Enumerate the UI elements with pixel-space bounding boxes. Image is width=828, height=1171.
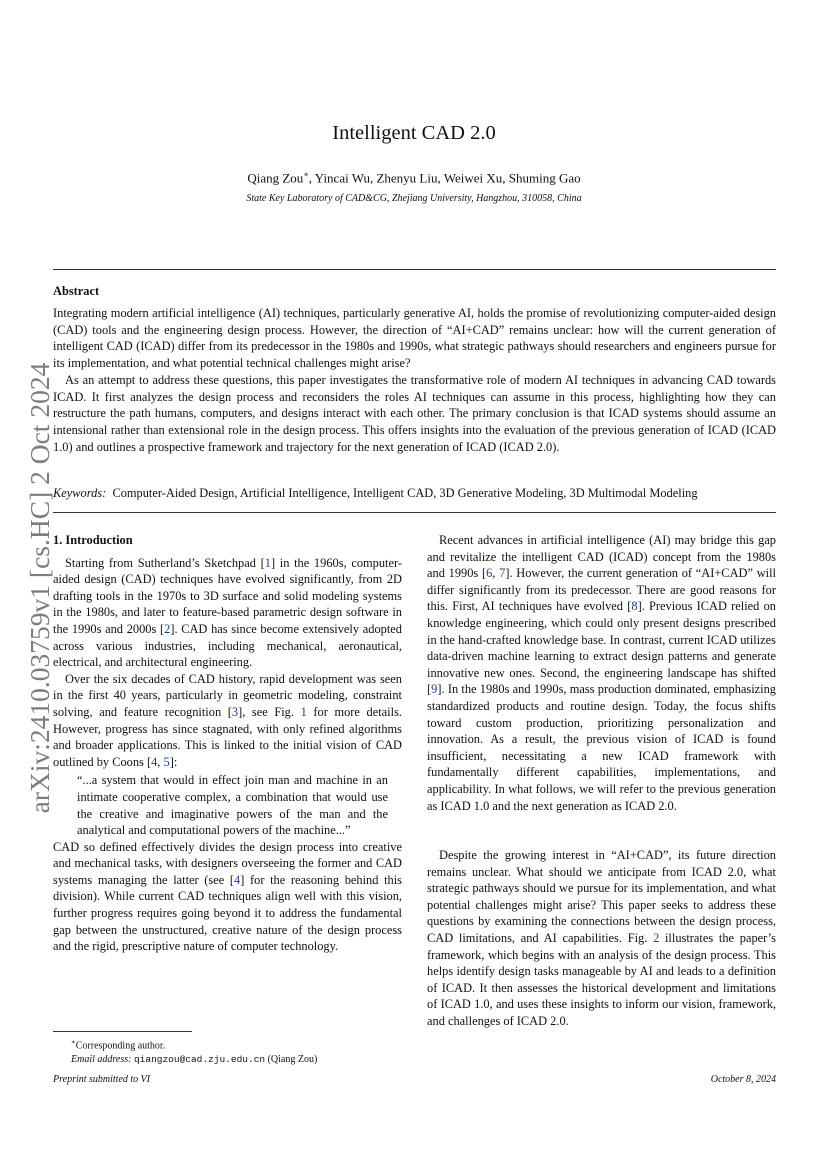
citation-link[interactable]: 9 bbox=[431, 682, 438, 697]
footnote bbox=[53, 1035, 413, 1067]
keywords bbox=[53, 485, 776, 501]
abstract-bottom-divider bbox=[53, 512, 776, 513]
abstract-heading: Abstract bbox=[53, 284, 100, 298]
citation-link[interactable]: 3 bbox=[231, 704, 239, 719]
affiliation: State Key Laboratory of CAD&CG, Zhejiang University, Hangzhou, 310058, China bbox=[246, 193, 582, 204]
email-link[interactable]: qiangzou@cad.zju.edu.cn bbox=[133, 1054, 266, 1066]
right-column bbox=[427, 532, 776, 1030]
co-authors: , Yincai Wu, Zhenyu Liu, Weiwei Xu, Shuming Gao bbox=[308, 170, 581, 186]
citation-link[interactable]: 6 bbox=[486, 566, 493, 581]
arxiv-identifier: arXiv:2410.03759v1 [cs.HC] 2 Oct 2024 bbox=[24, 362, 55, 814]
citation-link[interactable]: 1 bbox=[264, 555, 271, 570]
author-list bbox=[0, 170, 828, 186]
footnote-corresponding: ∗Corresponding author. bbox=[71, 1038, 166, 1052]
figure-link[interactable]: 2 bbox=[653, 931, 660, 946]
citation-link[interactable]: 2 bbox=[164, 621, 171, 636]
top-divider bbox=[53, 269, 776, 270]
section-heading: 1. Introduction bbox=[53, 533, 133, 547]
intro-paragraph-1: Starting from Sutherland’s Sketchpad [1] in the 1960s, computer-aided design (CAD) techniques have evolved significantly, from 2D drafting tools in the 1970s to 3D surface and solid modeling systems in the 1980s, and later to feature-based parametric design software in the 1990s and 2000s [2]. CAD has since become extensively adopted across various industries, including mechanical, aeronautical, electrical, and architectural engineering. bbox=[53, 555, 402, 670]
coons-quote: “...a system that would in effect join man and machine in an intimate cooperative complex, a combination that would use the creative and imaginative powers of the man and the analytical and computational powers of the machine...” bbox=[77, 773, 388, 838]
footnote-email: Email address: qiangzou@cad.zju.edu.cn (Qiang Zou) bbox=[71, 1054, 318, 1066]
citation-link[interactable]: 4 bbox=[151, 754, 158, 769]
left-column bbox=[53, 532, 402, 955]
citation-link[interactable]: 5 bbox=[163, 754, 170, 769]
footer-date: October 8, 2024 bbox=[710, 1074, 776, 1085]
intro-paragraph-5: Despite the growing interest in “AI+CAD”, its future direction remains unclear. What should we anticipate from ICAD 2.0, what strategic pathways should we pursue for its implementation, and what potential challenges might arise? This paper seeks to address these questions by examining the connections between the design process, CAD limitations, and AI capabilities. Fig. 2 illustrates the paper’s framework, which begins with an analysis of the design process. This helps identify design tasks manageable by AI and leads to a definition of ICAD. It then assesses the historical development and limitations of ICAD 1.0, and uses these insights to inform our vision, framework, and challenges of ICAD 2.0. bbox=[427, 848, 776, 1029]
intro-paragraph-2: Over the six decades of CAD history, rapid development was seen in the first 40 years, particularly in geometric modeling, constraint solving, and feature recognition [3], see Fig. 1 for more details. However, progress has since stagnated, with only refined algorithms and broader applications. This is linked to the initial vision of CAD outlined by Coons [4, 5]: bbox=[53, 671, 402, 769]
author-mark: ∗ bbox=[303, 170, 309, 179]
abstract-body bbox=[53, 305, 776, 455]
keywords-label: Keywords: bbox=[53, 486, 107, 500]
abstract-paragraph-1: Integrating modern artificial intelligence (AI) techniques, particularly generative AI, holds the promise of revolutionizing computer-aided design (CAD) tools and the engineering design process. However, the direction of “AI+CAD” remains unclear: how will the current generation of intelligent CAD (ICAD) differ from its predecessor in the 1980s and 1990s, what strategic pathways should researchers and engineers pursue for its implementation, and what potential technical challenges might arise? bbox=[53, 306, 776, 371]
intro-paragraph-3: CAD so defined effectively divides the design process into creative and mechanical tasks, with designers overseeing the former and CAD systems managing the latter (see [4] for the reasoning behind this division). While current CAD techniques align well with this vision, further progress requires going beyond it to address the fundamental gap between the unstructured, creative nature of the design process and the rigid, prescriptive nature of computer technology. bbox=[53, 839, 402, 954]
citation-link[interactable]: 8 bbox=[631, 599, 638, 614]
footer-submission: Preprint submitted to VI bbox=[53, 1074, 151, 1085]
footnote-divider bbox=[53, 1031, 192, 1032]
citation-link[interactable]: 7 bbox=[499, 566, 506, 581]
intro-paragraph-4: Recent advances in artificial intelligence (AI) may bridge this gap and revitalize the intelligent CAD (ICAD) concept from the 1980s and 1990s [6, 7]. However, the current generation of “AI+CAD” will differ significantly from its predecessor. There are good reasons for this. First, AI techniques have evolved [8]. Previous ICAD relied on knowledge engineering, which could only present designs prescribed in the hand-crafted knowledge base. In contrast, current ICAD utilizes data-driven machine learning to extract design patterns and generate innovative new ones. Second, the engineering landscape has shifted [9]. In the 1980s and 1990s, mass production dominated, emphasizing standardized products and routine design. Today, the focus shifts toward custom production, prioritizing personalization and innovation. As a result, the previous vision of ICAD is found insufficient, necessitating a new ICAD framework with fundamentally different capabilities, implementations, and applicability. In what follows, we will refer to the previous generation as ICAD 1.0 and the next generation as ICAD 2.0. bbox=[427, 533, 776, 813]
keywords-text: Computer-Aided Design, Artificial Intelligence, Intelligent CAD, 3D Generative Modeling, 3D Multimodal Modeling bbox=[112, 486, 698, 500]
paper-title: Intelligent CAD 2.0 bbox=[332, 122, 496, 144]
figure-link[interactable]: 1 bbox=[300, 704, 307, 719]
citation-link[interactable]: 4 bbox=[234, 872, 241, 887]
corresponding-author: Qiang Zou bbox=[247, 170, 304, 186]
abstract-paragraph-2: As an attempt to address these questions, this paper investigates the transformative role of modern AI techniques in advancing CAD towards ICAD. It first analyzes the design process and reconsiders the roles AI techniques can assume in this process, highlighting how they can restructure the path humans, computers, and designs interact with each other. The primary conclusion is that ICAD systems should assume an intensional rather than extensional role in the design process. This offers insights into the evaluation of the previous generation of ICAD (ICAD 1.0) and outlines a prospective framework and trajectory for the next generation of ICAD (ICAD 2.0). bbox=[53, 372, 776, 454]
